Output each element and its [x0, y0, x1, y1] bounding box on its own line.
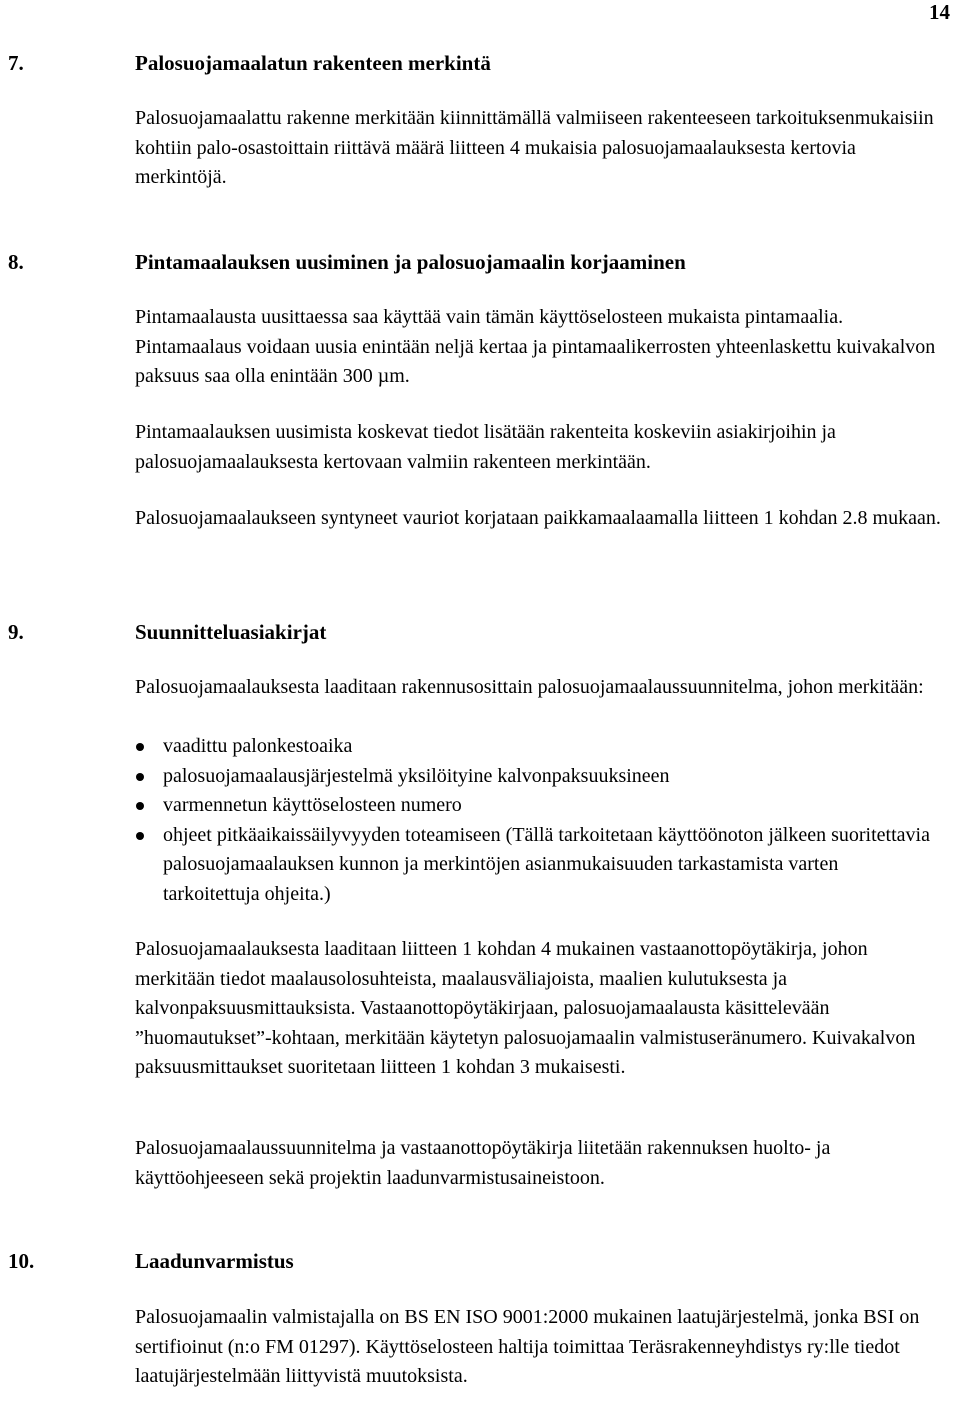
list-item: [135, 791, 935, 821]
section-9-number: 9.: [8, 620, 24, 644]
section-9-bullet-list: [135, 732, 935, 909]
section-10-number: 10.: [8, 1249, 35, 1273]
list-item-text: palosuojamaalausjärjestelmä yksilöityine kalvonpaksuuksineen: [163, 764, 670, 787]
bullet-dot-icon: [136, 773, 144, 781]
section-10-paragraph-1: [135, 1303, 950, 1392]
list-item: [135, 762, 935, 792]
section-8-paragraph-3-text: Palosuojamaalaukseen syntyneet vauriot korjataan paikkamaalaamalla liitteen 1 kohdan 2.8 mukaan.: [135, 507, 941, 529]
bullet-dot-icon: [136, 802, 144, 810]
section-9-paragraph-1: [135, 935, 950, 1083]
section-9-paragraph-1-text: Palosuojamaalauksesta laaditaan liitteen 1 kohdan 4 mukainen vastaanottopöytäkirja, johon merkitään tiedot maalausolosuhteista, maalausväliajoista, maalien kulutuksesta ja kalvonpaksuusmittauksista. Vastaanottopöytäkirjaan, palosuojamaalausta käsittelevään ”huomautukset”-kohtaan, merkitään käytetyn palosuojamaalin valmistuseränumero. Kuivakalvon paksuusmittaukset suoritetaan liitteen 1 kohdan 3 mukaisesti.: [135, 938, 916, 1078]
section-9-intro-text: Palosuojamaalauksesta laaditaan rakennusosittain palosuojamaalaussuunnitelma, johon merkitään:: [135, 676, 924, 698]
page-number: 14: [929, 0, 950, 24]
section-8-paragraph-1: [135, 303, 950, 392]
section-10-title: Laadunvarmistus: [135, 1249, 294, 1273]
list-item-text: varmennetun käyttöselosteen numero: [163, 794, 462, 816]
bullet-dot-icon: [136, 743, 144, 751]
bullet-dot-icon: [136, 832, 144, 840]
section-9-title: Suunnitteluasiakirjat: [135, 620, 327, 644]
section-8-paragraph-2-text: Pintamaalauksen uusimista koskevat tiedot lisätään rakenteita koskeviin asiakirjoihin ja palosuojamaalauksesta kertovaan valmiin rakenteen merkintään.: [135, 421, 836, 473]
section-8-paragraph-1-text: Pintamaalausta uusittaessa saa käyttää vain tämän käyttöselosteen mukaista pintamaalia. Pintamaalaus voidaan uusia enintään neljä kertaa ja pintamaalikerrosten yhteenlaskettu kuivakalvon paksuus saa olla enintään 300 µm.: [135, 306, 936, 387]
section-8-number: 8.: [8, 250, 24, 274]
section-9-intro: [135, 673, 950, 703]
section-8-paragraph-3: [135, 504, 950, 534]
section-7-paragraph-1: Palosuojamaalattu rakenne merkitään kiinnittämällä valmiiseen rakenteeseen tarkoituksenmukaisiin kohtiin palo-osastoittain riittävä määrä liitteen 4 mukaisia palosuojamaalauksesta kertovia merkintöjä.: [135, 107, 934, 188]
section-10-heading: [8, 1248, 294, 1274]
list-item: [135, 732, 935, 762]
section-10-paragraph-1-text: Palosuojamaalin valmistajalla on BS EN ISO 9001:2000 mukainen laatujärjestelmä, jonka BSI on sertifioinut (n:o FM 01297). Käyttöselosteen haltija toimittaa Teräsrakenneyhdistys ry:lle tiedot laatujärjestelmään liittyvistä muutoksista.: [135, 1306, 920, 1387]
section-9-paragraph-2-text: Palosuojamaalaussuunnitelma ja vastaanottopöytäkirja liitetään rakennuksen huolto- ja käyttöohjeeseen sekä projektin laadunvarmistusaineistoon.: [135, 1137, 831, 1189]
section-7-body: [135, 104, 950, 193]
section-9-paragraph-2: [135, 1134, 950, 1193]
section-8-paragraph-2: [135, 418, 950, 477]
section-8-heading: [8, 249, 686, 275]
section-7-heading: [8, 50, 491, 76]
section-9-heading: [8, 619, 326, 645]
section-7-title: Palosuojamaalatun rakenteen merkintä: [135, 51, 491, 75]
list-item-text: ohjeet pitkäaikaissäilyvyyden toteamiseen (Tällä tarkoitetaan käyttöönoton jälkeen suoritettavia palosuojamaalauksen kunnon ja merkintöjen asianmukaisuuden tarkastamista varten tarkoitettuja ohjeita.): [163, 823, 930, 905]
section-7-number: 7.: [8, 51, 24, 75]
list-item: [135, 821, 935, 910]
list-item-text: vaadittu palonkestoaika: [163, 735, 353, 757]
section-8-title: Pintamaalauksen uusiminen ja palosuojamaalin korjaaminen: [135, 250, 686, 274]
